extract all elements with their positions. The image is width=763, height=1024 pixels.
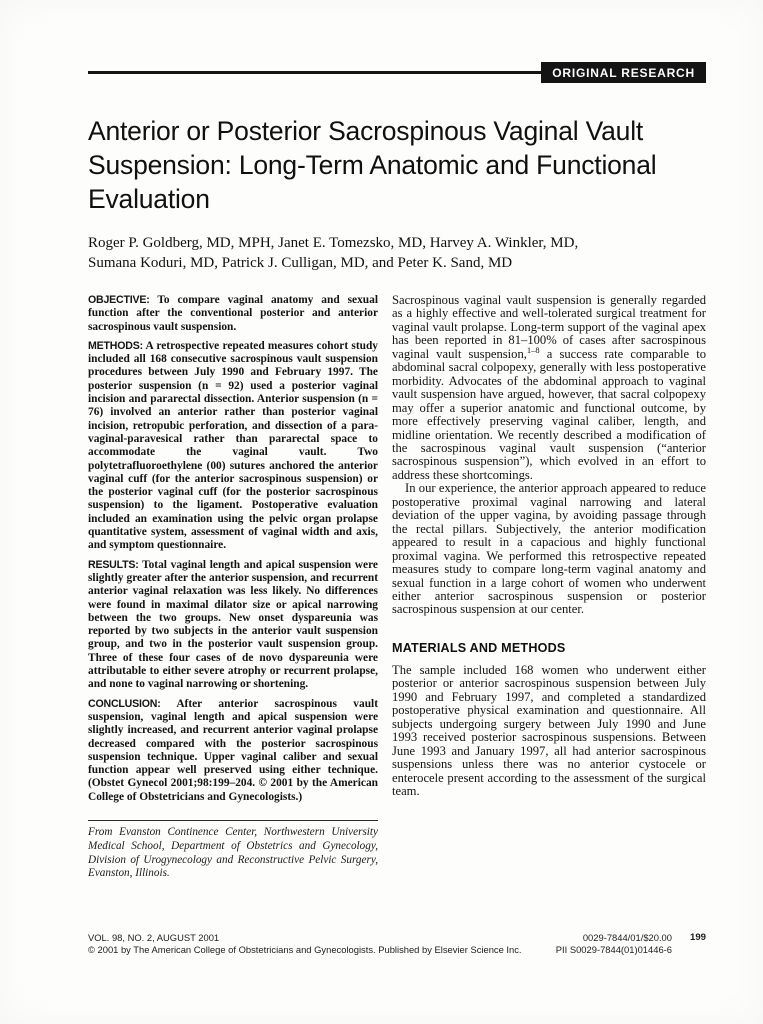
page-number: 199 — [689, 932, 706, 943]
page-footer — [88, 932, 706, 955]
body-column — [392, 294, 706, 881]
article-type-badge: ORIGINAL RESEARCH — [541, 62, 706, 83]
footer-citation-block — [88, 932, 522, 955]
abstract-methods-heading: METHODS: — [88, 339, 143, 352]
intro-paragraph-1 — [392, 294, 706, 482]
abstract-conclusion-heading: CONCLUSION: — [88, 697, 161, 710]
article-title: Anterior or Posterior Sacrospinous Vaginal Vault Suspension: Long-Term Anatomic and Functional Evaluation — [88, 116, 657, 214]
abstract-methods — [88, 340, 378, 553]
abstract-conclusion — [88, 698, 378, 804]
header-row — [88, 62, 706, 83]
footnote-divider — [88, 820, 378, 821]
footer-issn-block — [556, 932, 672, 955]
intro-paragraph-2: In our experience, the anterior approach appeared to reduce postoperative proximal vaginal narrowing and lateral deviation of the upper vagina, by avoiding passage through the rectal pillars. Subjectively, the anterior modification appeared to result in a capacious and highly functional proximal vagina. We performed this retrospective repeated measures study to compare long-term vaginal anatomy and sexual function in a large cohort of women who underwent either anterior sacrospinous suspension or posterior sacrospinous suspension at our center. — [392, 481, 706, 617]
author-list — [88, 233, 706, 273]
abstract-methods-text: A retrospective repeated measures cohort study included all 168 consecutive sacrospinous vault suspension procedures between July 1990 and February 1997. The posterior suspension (n = 92) used a posterior vaginal incision and pararectal dissection. Anterior suspension (n = 76) involved an anterior rather than posterior vaginal incision, retropubic perforation, and dissection of a para-vaginal-paravesical rather than pararectal space to accommodate the vaginal vault. Two polytetrafluoroethylene (00) sutures anchored the anterior vaginal cuff (for the anterior sacrospinous suspension) or the posterior vaginal cuff (for the posterior sacrospinous suspension) to the ligament. Postoperative evaluation included an examination using the pelvic organ prolapse quantitative system, assessment of vaginal width and axis, and symptom questionnaire. — [88, 339, 379, 552]
intro-paragraph-1-continued: a success rate comparable to abdominal sacral colpopexy, generally with less postoperative morbidity. Advocates of the abdominal approach to vaginal vault suspension have argued, however, that sacral colpopexy may offer a superior anatomic and functional outcome, by more effectively preserving vaginal caliber, length, and midline orientation. We recently described a modification of the sacrospinous vaginal vault suspension (“anterior sacrospinous suspension”), which evolved in an effort to address these shortcomings. — [392, 346, 706, 482]
materials-methods-heading: MATERIALS AND METHODS — [392, 640, 566, 655]
footer-issn-line: 0029-7844/01/$20.00 — [582, 932, 672, 943]
footer-pii-line: PII S0029-7844(01)01446-6 — [555, 943, 672, 955]
methods-paragraph: The sample included 168 women who underwent either posterior or anterior sacrospinous suspension between July 1990 and February 1997, and completed a standardized postoperative physical examination and questionnaire. All subjects undergoing surgery between July 1990 and June 1993 received posterior sacrospinous suspensions. Between June 1993 and January 1997, all had anterior sacrospinous suspensions unless there was no anterior cystocele or enterocele present according to the assessment of the surgical team. — [392, 662, 706, 798]
abstract-results — [88, 559, 378, 692]
author-line-2: Sumana Koduri, MD, Patrick J. Culligan, MD, and Peter K. Sand, MD — [88, 255, 513, 271]
abstract-results-text: Total vaginal length and apical suspension were slightly greater after the anterior suspension, and recurrent anterior vaginal relaxation was less likely. No differences were found in maximal dilator size or apical narrowing between the two groups. New onset dyspareunia was reported by two subjects in the anterior vault suspension group, and two in the posterior vault suspension group. Three of these four cases of de novo dyspareunia were attributable to either severe atrophy or recurrent prolapse, and none to vaginal narrowing or shortening. — [88, 558, 378, 691]
author-line-1: Roger P. Goldberg, MD, MPH, Janet E. Tomezsko, MD, Harvey A. Winkler, MD, — [88, 235, 579, 251]
abstract-results-heading: RESULTS: — [88, 558, 139, 571]
footer-volume-line: VOL. 98, NO. 2, AUGUST 2001 — [88, 932, 220, 943]
abstract-objective — [88, 294, 378, 334]
reference-superscript: 1–8 — [526, 344, 540, 355]
affiliation-footnote: From Evanston Continence Center, Northwestern University Medical School, Department of Obstetrics and Gynecology, Division of Urogynecology and Reconstructive Pelvic Surgery, Evanston, Illinois. — [88, 825, 378, 880]
intro-paragraph-1-text: Sacrospinous vaginal vault suspension is generally regarded as a highly effective and well-tolerated surgical treatment for vaginal vault prolapse. Long-term support of the vaginal apex has been reported in 81–100% of cases after sacrospinous vaginal vault suspension, — [392, 293, 706, 361]
header-rule — [88, 71, 541, 74]
two-column-layout — [88, 294, 706, 881]
abstract-column — [88, 294, 378, 881]
page-content — [88, 0, 706, 881]
abstract-objective-text: To compare vaginal anatomy and sexual function after the conventional posterior and anterior sacrospinous vault suspension. — [88, 294, 378, 333]
abstract-conclusion-text: After anterior sacrospinous vault suspension, vaginal length and apical suspension were slightly increased, and recurrent anterior vaginal prolapse decreased compared with the posterior sacrospinous suspension technique. Upper vaginal caliber and sexual function appear well preserved using either technique. (Obstet Gynecol 2001;98:199–204. © 2001 by the American College of Obstetricians and Gynecologists.) — [88, 697, 378, 803]
abstract-objective-heading: OBJECTIVE: — [88, 294, 150, 306]
footer-copyright-line: © 2001 by The American College of Obstetricians and Gynecologists. Published by Elsevier Science Inc. — [88, 943, 522, 955]
